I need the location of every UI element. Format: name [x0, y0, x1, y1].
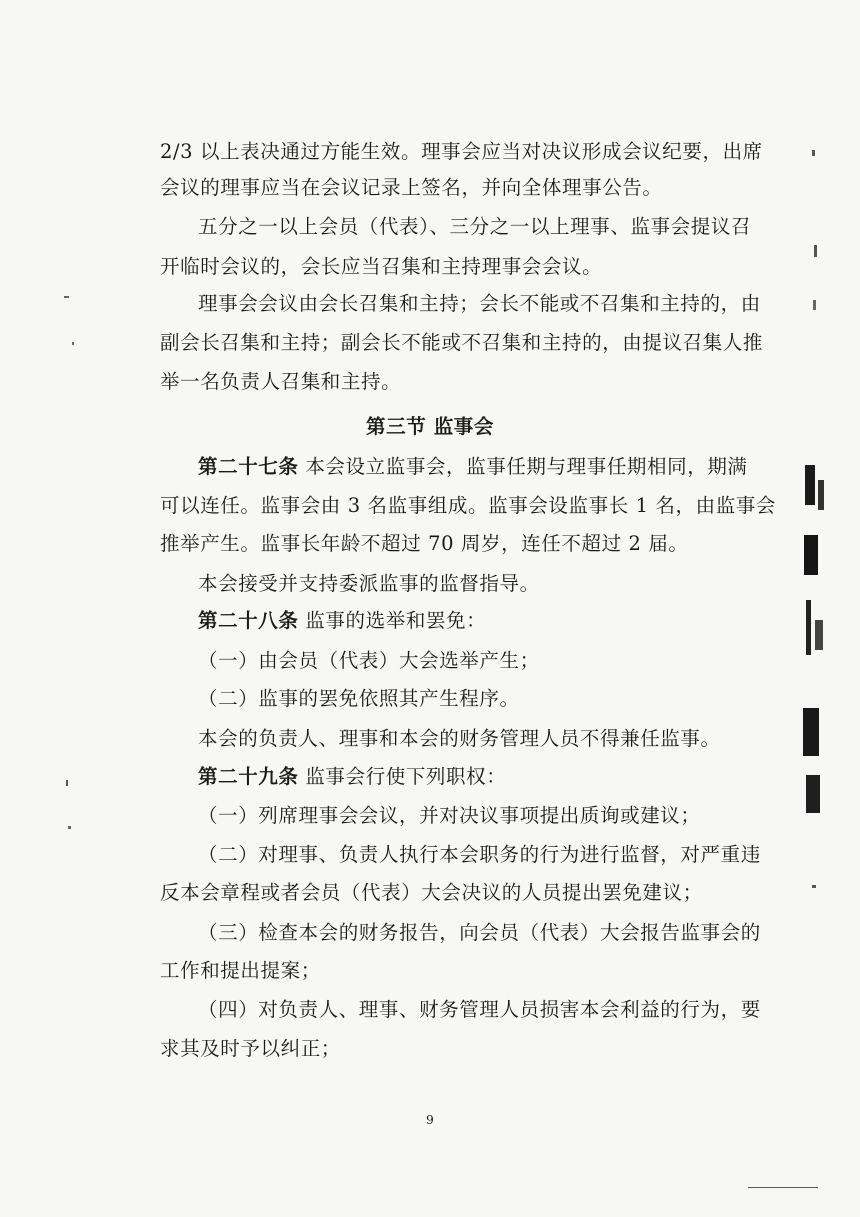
- scan-edge-line: [748, 1187, 818, 1188]
- paragraph-line: [160, 958, 321, 984]
- line-text: 可以连任。监事会由 3 名监事组成。监事会设监事长 1 名，由监事会: [160, 494, 777, 517]
- scan-artifact: [803, 708, 819, 756]
- scan-artifact: [815, 620, 823, 650]
- line-text: 五分之一以上会员（代表）、三分之一以上理事、监事会提议召: [198, 215, 752, 238]
- list-item: [198, 920, 761, 946]
- line-text: 理事会会议由会长召集和主持；会长不能或不召集和主持的，由: [198, 292, 761, 315]
- line-text: 2/3 以上表决通过方能生效。理事会应当对决议形成会议纪要，出席: [160, 140, 763, 163]
- line-text: （一）列席理事会会议，并对决议事项提出质询或建议；: [198, 804, 701, 827]
- line-text: 工作和提出提案；: [160, 959, 321, 982]
- scan-artifact: [72, 342, 74, 345]
- line-text: （二）对理事、负责人执行本会职务的行为进行监督，对严重违: [198, 843, 761, 866]
- line-text: （三）检查本会的财务报告，向会员（代表）大会报告监事会的: [198, 921, 761, 944]
- paragraph-line: [160, 493, 776, 519]
- line-text: 监事会行使下列职权：: [298, 765, 507, 788]
- list-item: [198, 997, 761, 1023]
- paragraph-line: [198, 571, 540, 597]
- scan-artifact: [804, 535, 818, 575]
- page-number: 9: [426, 1113, 434, 1127]
- scan-artifact: [813, 300, 816, 310]
- paragraph-line: [160, 175, 663, 201]
- scan-artifact: [806, 775, 820, 813]
- paragraph-line: [198, 726, 721, 752]
- paragraph-line: [160, 1036, 341, 1062]
- scan-artifact: [805, 465, 815, 505]
- line-text: 反本会章程或者会员（代表）大会决议的人员提出罢免建议；: [160, 881, 703, 904]
- paragraph-line: [198, 291, 761, 317]
- paragraph-line: [160, 369, 401, 395]
- scan-artifact: [812, 150, 815, 156]
- scan-artifact: [814, 245, 817, 257]
- article-number: 第二十七条: [198, 455, 299, 478]
- line-text: 副会长召集和主持；副会长不能或不召集和主持的，由提议召集人推: [160, 331, 764, 354]
- paragraph-line: [198, 214, 751, 240]
- line-text: 本会的负责人、理事和本会的财务管理人员不得兼任监事。: [198, 727, 721, 750]
- line-text: 本会接受并支持委派监事的监督指导。: [198, 572, 540, 595]
- list-item: [198, 648, 540, 674]
- scan-artifact: [806, 600, 811, 655]
- scan-artifact: [812, 885, 816, 888]
- paragraph-line: [160, 139, 763, 165]
- line-text: 本会设立监事会，监事任期与理事任期相同，期满: [298, 455, 748, 478]
- line-text: （二）监事的罢免依照其产生程序。: [198, 687, 520, 710]
- article-27-line: [198, 454, 748, 480]
- line-text: 求其及时予以纠正；: [160, 1037, 341, 1060]
- paragraph-line: [160, 254, 602, 280]
- section-title: 第三节 监事会: [366, 415, 494, 438]
- list-item: [198, 803, 701, 829]
- scan-artifact: [68, 826, 71, 829]
- line-text: 监事的选举和罢免：: [298, 609, 487, 632]
- line-text: 举一名负责人召集和主持。: [160, 370, 402, 393]
- line-text: 开临时会议的，会长应当召集和主持理事会会议。: [160, 255, 603, 278]
- line-text: 推举产生。监事长年龄不超过 70 周岁，连任不超过 2 届。: [160, 532, 689, 555]
- scan-artifact: [818, 480, 824, 510]
- paragraph-line: [160, 330, 763, 356]
- article-number: 第二十九条: [198, 765, 299, 788]
- scan-artifact: [64, 296, 69, 298]
- scan-artifact: [66, 780, 68, 786]
- article-number: 第二十八条: [198, 609, 299, 632]
- list-item: [198, 686, 520, 712]
- article-29-line: [198, 764, 506, 790]
- list-item: [198, 842, 761, 868]
- article-28-line: [198, 608, 486, 634]
- paragraph-line: [160, 531, 689, 557]
- line-text: （一）由会员（代表）大会选举产生；: [198, 649, 540, 672]
- paragraph-line: [160, 880, 703, 906]
- line-text: 会议的理事应当在会议记录上签名，并向全体理事公告。: [160, 176, 663, 199]
- line-text: （四）对负责人、理事、财务管理人员损害本会利益的行为，要: [198, 998, 761, 1021]
